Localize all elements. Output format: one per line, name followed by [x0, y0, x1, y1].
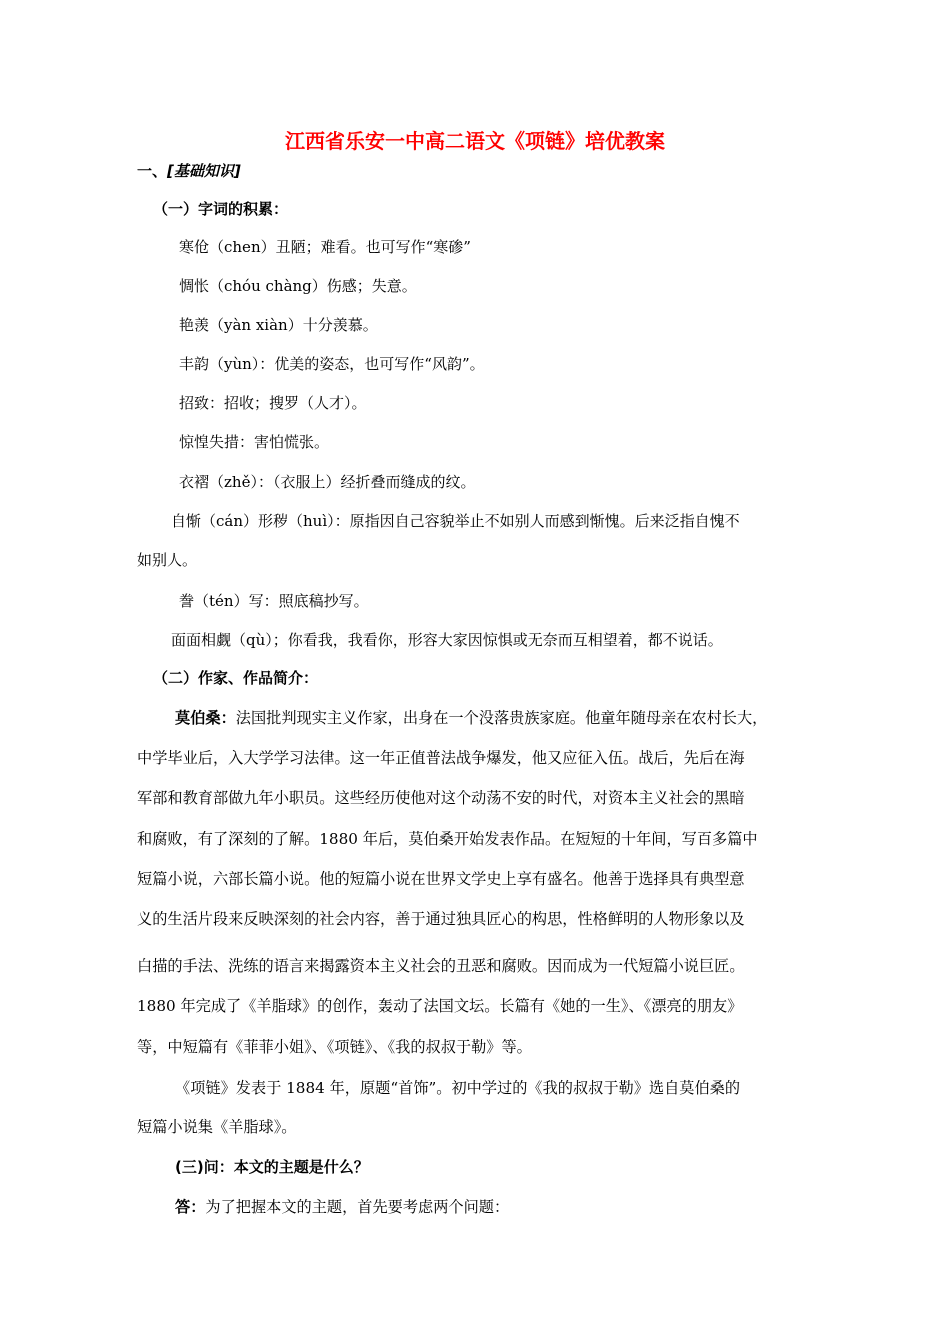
author-paragraph-line: 1880 年完成了《羊脂球》的创作，轰动了法国文坛。长篇有《她的一生》、《漂亮的朋友》: [137, 997, 743, 1015]
author-paragraph-line: 短篇小说，六部长篇小说。他的短篇小说在世界文学史上享有盛名。他善于选择具有典型意: [137, 870, 745, 888]
author-paragraph-line: 等，中短篇有《菲菲小姐》、《项链》、《我的叔叔于勒》等。: [137, 1038, 532, 1056]
answer-line: [175, 1196, 509, 1218]
answer-text: 为了把握本文的主题，首先要考虑两个问题：: [205, 1198, 510, 1216]
vocab-entry: 惆怅（chóu chàng）伤感；失意。: [179, 277, 417, 295]
subsection-heading-theme-question: (三)问：本文的主题是什么？: [175, 1158, 369, 1176]
work-paragraph-line: 《项链》发表于 1884 年，原题“首饰”。初中学过的《我的叔叔于勒》选自莫伯桑的: [175, 1079, 741, 1097]
vocab-entry-continued: 如别人。: [137, 551, 198, 569]
section-number: 一、: [137, 162, 168, 180]
section-label: [基础知识]: [167, 162, 241, 180]
vocab-entry: 寒伧（chen）丑陋；难看。也可写作“寒碜”: [179, 238, 471, 256]
vocab-entry: 自惭（cán）形秽（huì）：原指因自己容貌举止不如别人而感到惭愧。后来泛指自愧不: [171, 512, 740, 530]
author-paragraph-line: 军部和教育部做九年小职员。这些经历使他对这个动荡不安的时代，对资本主义社会的黑暗: [137, 789, 745, 807]
subsection-heading-author-intro: （二）作家、作品简介：: [153, 669, 319, 687]
subsection-heading-vocabulary: （一）字词的积累：: [153, 200, 289, 218]
vocab-entry: 衣褶（zhě）：（衣服上）经折叠而缝成的纹。: [179, 473, 476, 491]
author-name: 莫伯桑：: [175, 709, 236, 727]
author-paragraph-first-line: [175, 707, 767, 729]
document-title: 江西省乐安一中高二语文《项链》培优教案: [285, 129, 665, 153]
vocab-entry: 丰韵（yùn）：优美的姿态，也可写作“风韵”。: [179, 355, 485, 373]
author-paragraph-line: 义的生活片段来反映深刻的社会内容，善于通过独具匠心的构思，性格鲜明的人物形象以及: [137, 910, 745, 928]
author-paragraph-line: 中学毕业后，入大学学习法律。这一年正值普法战争爆发，他又应征入伍。战后，先后在海: [137, 749, 745, 767]
author-paragraph-line: 和腐败，有了深刻的了解。1880 年后，莫伯桑开始发表作品。在短短的十年间，写百多篇中: [137, 830, 758, 848]
work-paragraph-line: 短篇小说集《羊脂球》。: [137, 1118, 297, 1136]
vocab-entry: 惊惶失措：害怕慌张。: [179, 433, 330, 451]
vocab-entry: 招致：招收；搜罗（人才）。: [179, 394, 367, 412]
section-heading-basic-knowledge: [137, 160, 241, 182]
answer-label: 答：: [175, 1198, 206, 1216]
vocab-entry: 誊（tén）写：照底稿抄写。: [179, 592, 369, 610]
vocab-entry: 艳羡（yàn xiàn）十分羡慕。: [179, 316, 378, 334]
author-text: 法国批判现实主义作家，出身在一个没落贵族家庭。他童年随母亲在农村长大，: [235, 709, 768, 727]
vocab-entry: 面面相觑（qù）；你看我，我看你，形容大家因惊惧或无奈而互相望着，都不说话。: [171, 631, 723, 649]
author-paragraph-line: 白描的手法、洗练的语言来揭露资本主义社会的丑恶和腐败。因而成为一代短篇小说巨匠。: [137, 957, 745, 975]
